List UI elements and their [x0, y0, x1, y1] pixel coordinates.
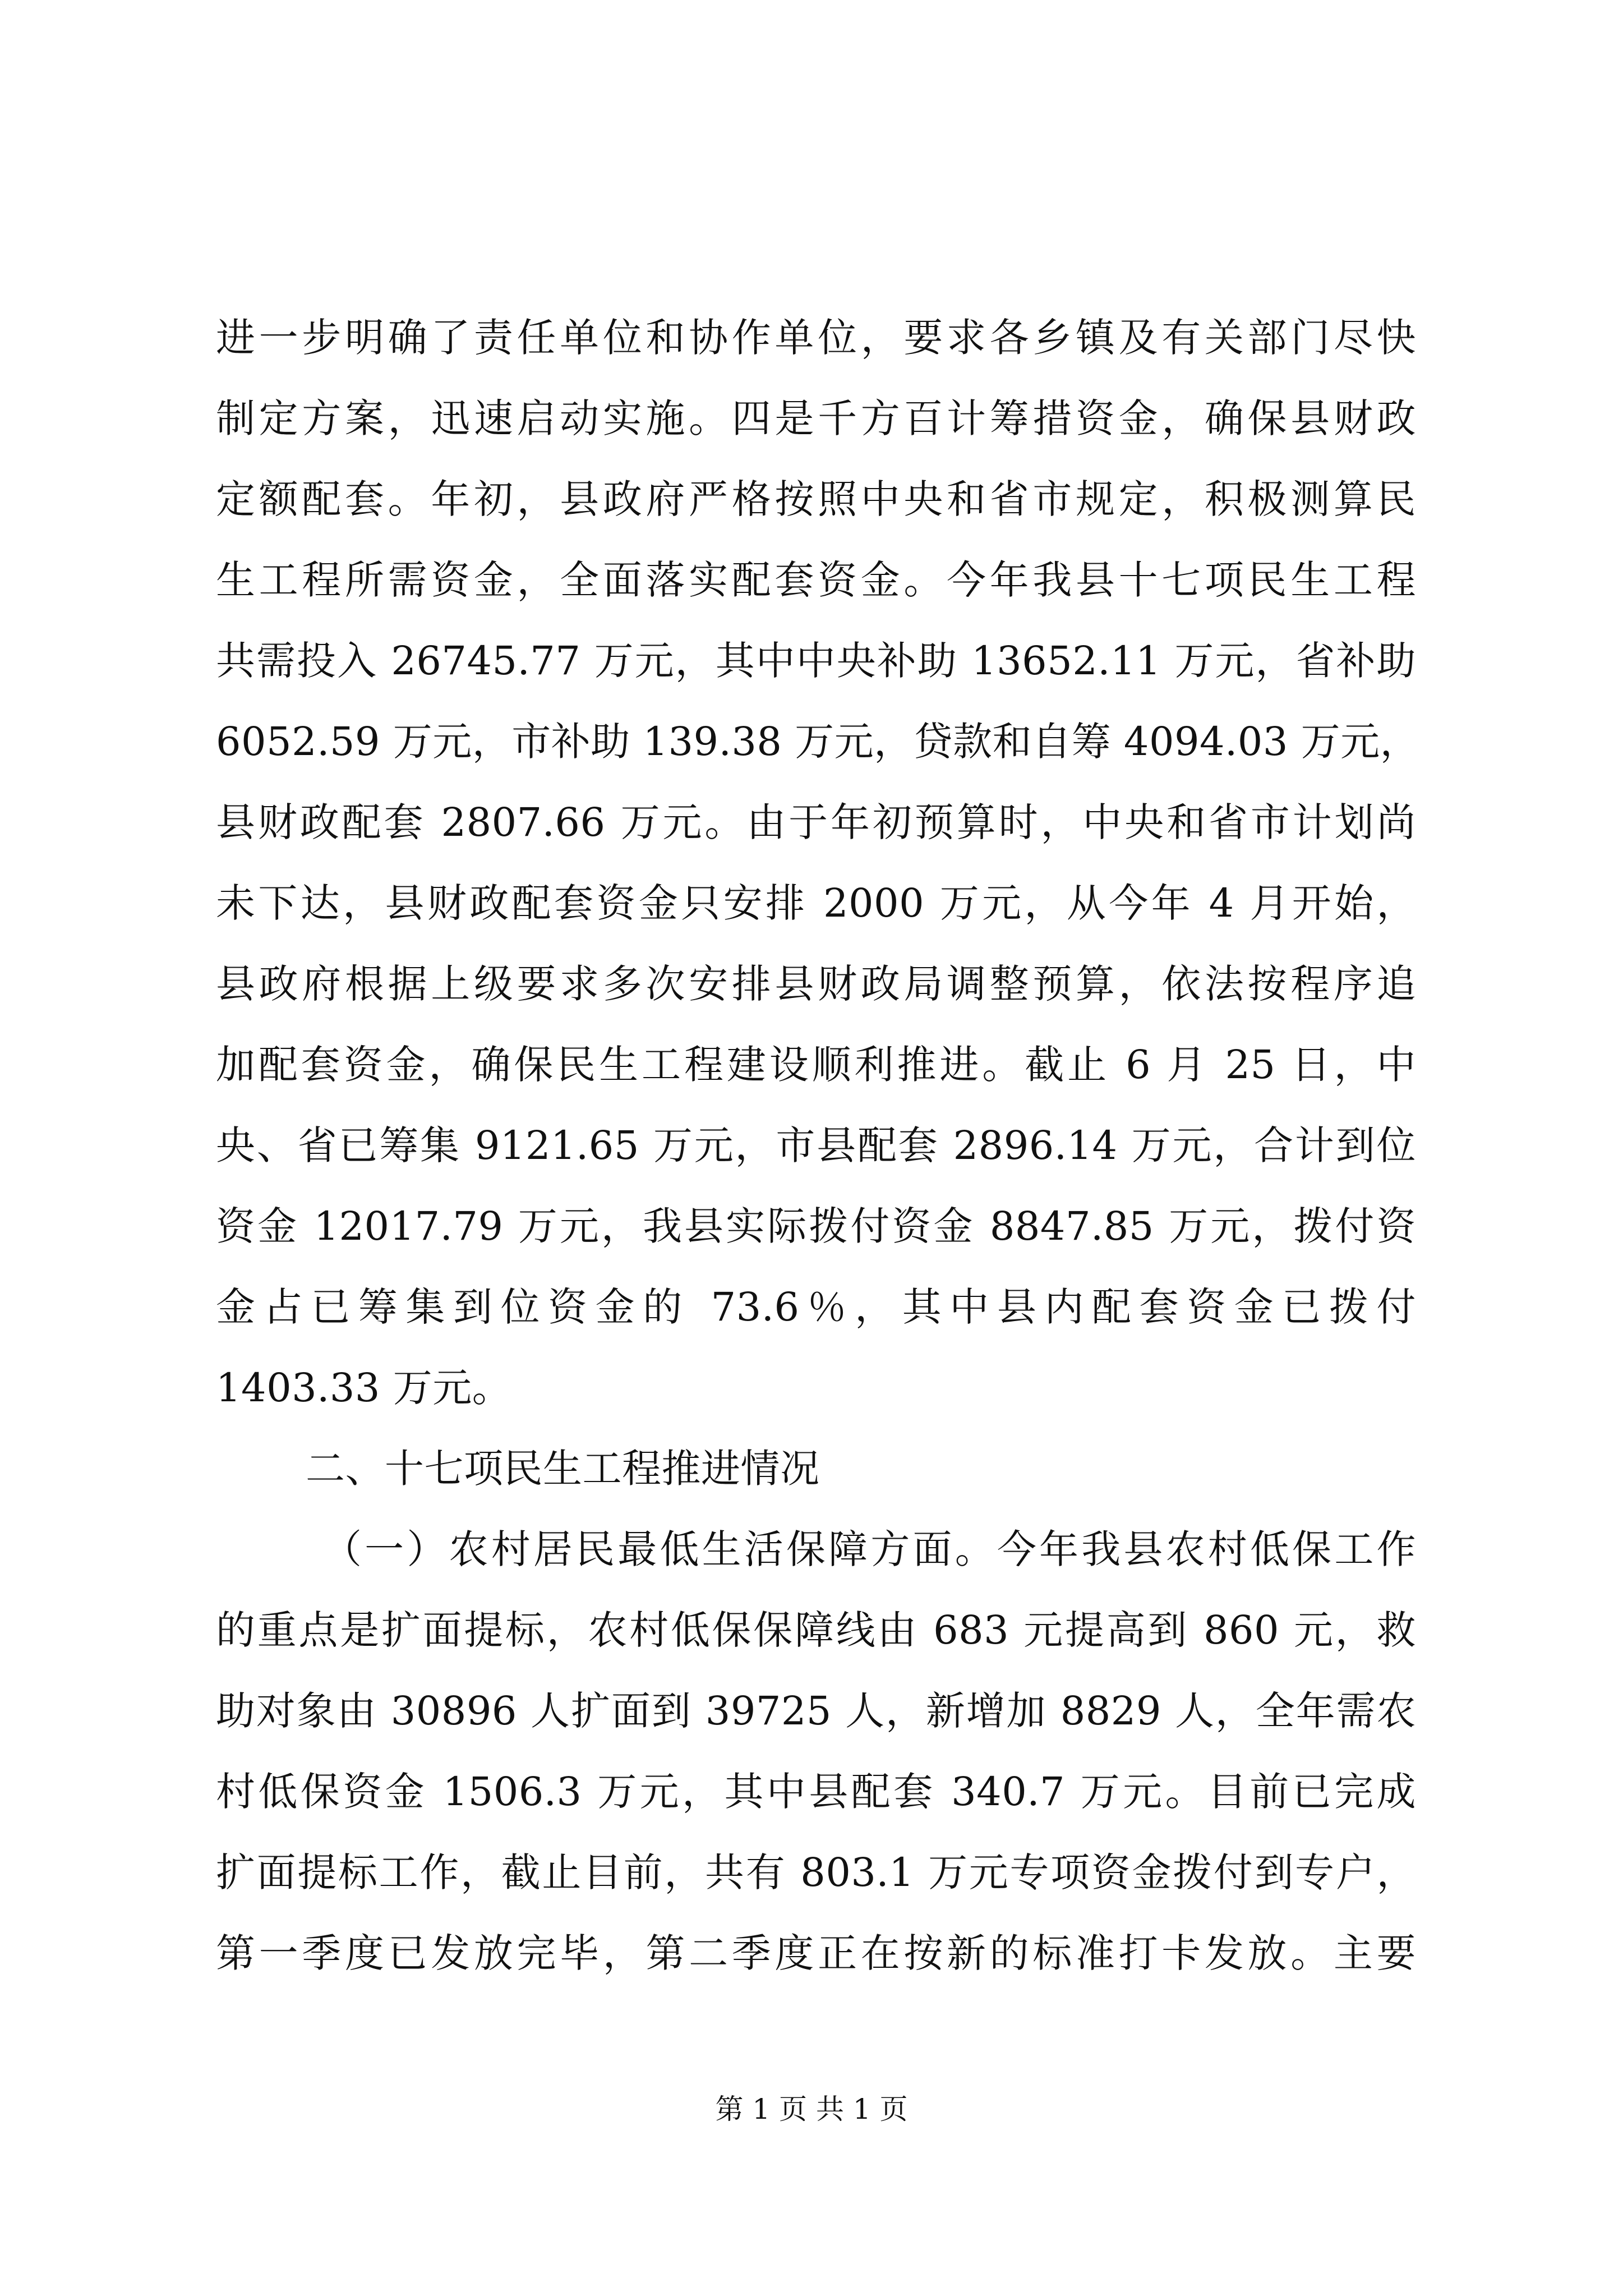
- body-line: 6052.59 万元，市补助 139.38 万元，贷款和自筹 4094.03 万元，: [216, 719, 1420, 765]
- body-line: 1403.33 万元。: [216, 1365, 512, 1411]
- body-text: [216, 297, 1420, 1994]
- section-heading: 二、十七项民生工程推进情况: [306, 1446, 820, 1492]
- section-line: 的重点是扩面提标，农村低保保障线由 683 元提高到 860 元，救: [216, 1607, 1416, 1653]
- section-line: 第一季度已发放完毕，第二季度正在按新的标准打卡发放。主要: [216, 1930, 1416, 1976]
- body-line: 生工程所需资金，全面落实配套资金。今年我县十七项民生工程: [216, 557, 1416, 603]
- page-number-label: 第 1 页 共 1 页: [715, 2093, 908, 2125]
- section-line: （一）农村居民最低生活保障方面。今年我县农村低保工作: [322, 1526, 1416, 1572]
- body-line: 进一步明确了责任单位和协作单位，要求各乡镇及有关部门尽快: [216, 315, 1416, 361]
- section-line: 扩面提标工作，截止目前，共有 803.1 万元专项资金拨付到专户，: [216, 1849, 1416, 1895]
- body-line: 金占已筹集到位资金的 73.6％，其中县内配套资金已拨付: [216, 1284, 1416, 1330]
- body-line: 县政府根据上级要求多次安排县财政局调整预算，依法按程序追: [216, 961, 1416, 1007]
- section-line: 助对象由 30896 人扩面到 39725 人，新增加 8829 人，全年需农: [216, 1688, 1416, 1734]
- body-line: 共需投入 26745.77 万元，其中中央补助 13652.11 万元，省补助: [216, 638, 1416, 684]
- body-line: 资金 12017.79 万元，我县实际拨付资金 8847.85 万元，拨付资: [216, 1203, 1416, 1249]
- page-footer: [0, 2090, 1623, 2129]
- section-line: 村低保资金 1506.3 万元，其中县配套 340.7 万元。目前已完成: [216, 1769, 1416, 1815]
- body-line: 制定方案，迅速启动实施。四是千方百计筹措资金，确保县财政: [216, 395, 1416, 441]
- body-line: 县财政配套 2807.66 万元。由于年初预算时，中央和省市计划尚: [216, 799, 1416, 845]
- body-line: 加配套资金，确保民生工程建设顺利推进。截止 6 月 25 日，中: [216, 1042, 1416, 1088]
- body-line: 未下达，县财政配套资金只安排 2000 万元，从今年 4 月开始，: [216, 880, 1416, 926]
- body-line: 定额配套。年初，县政府严格按照中央和省市规定，积极测算民: [216, 476, 1416, 522]
- body-line: 央、省已筹集 9121.65 万元，市县配套 2896.14 万元，合计到位: [216, 1122, 1416, 1168]
